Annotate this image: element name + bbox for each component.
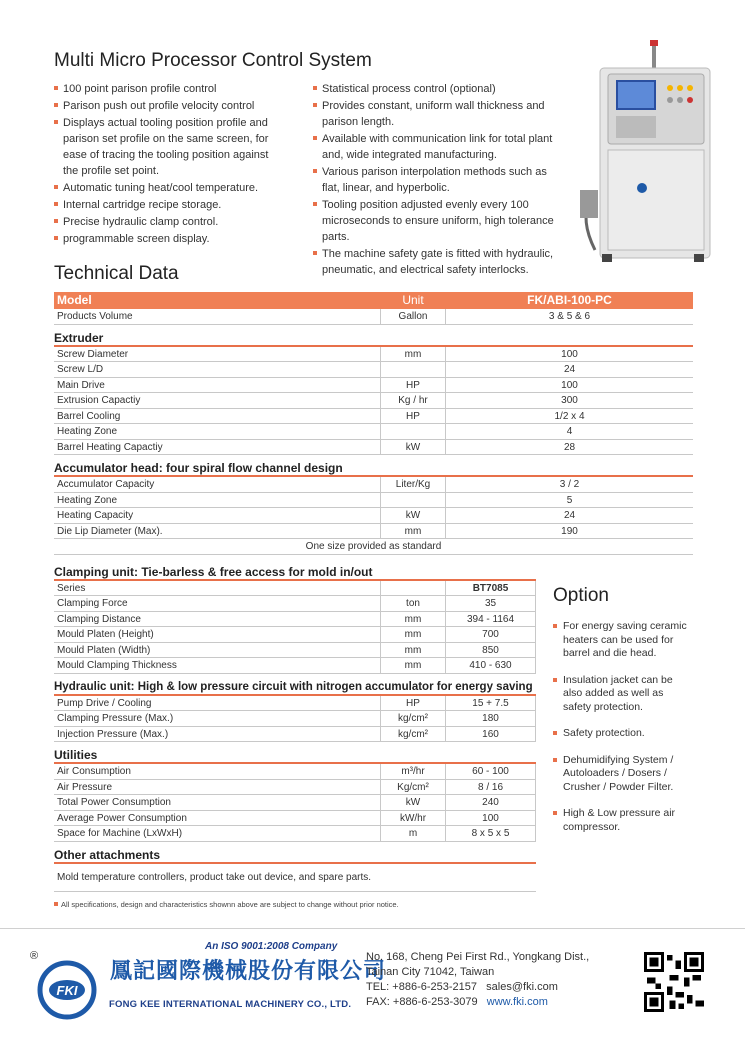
row-unit: kW — [380, 440, 446, 455]
row-name: Extrusion Capactiy — [57, 395, 141, 406]
row-value: 8 x 5 x 5 — [446, 826, 536, 841]
table-row — [54, 493, 693, 509]
row-value: 300 — [561, 395, 578, 406]
row-value: 1/2 x 4 — [554, 410, 585, 422]
table-row — [54, 658, 536, 674]
row-name: Air Pressure — [57, 781, 113, 793]
row-value: 410 - 630 — [446, 658, 536, 673]
qr-code-icon — [644, 952, 704, 1012]
row-unit: Gallon — [380, 309, 446, 324]
row-value: 100 — [561, 379, 578, 391]
company-name-english: FONG KEE INTERNATIONAL MACHINERY CO., LTD. — [109, 999, 352, 1010]
unit-header: Unit — [402, 293, 424, 307]
table-row — [54, 347, 693, 363]
list-item: Tooling position adjusted evenly every 100 microseconds to ensure uniform, high tolerance parts. — [313, 197, 563, 245]
website-link[interactable]: www.fki.com — [486, 996, 548, 1008]
model-value-header: FK/ABI-100-PC — [527, 293, 612, 307]
list-item: Insulation jacket can be also added as well as safety protection. — [553, 674, 693, 715]
disclaimer — [54, 892, 693, 909]
row-value: 394 - 1164 — [446, 612, 536, 627]
row-name: Barrel Heating Capactiy — [57, 441, 163, 453]
row-unit: m — [380, 826, 446, 841]
row-value: 15 + 7.5 — [446, 696, 536, 711]
row-name: Die Lip Diameter (Max). — [57, 525, 163, 537]
list-item: Precise hydraulic clamp control. — [54, 214, 286, 230]
list-item: programmable screen display. — [54, 231, 286, 247]
row-name: Air Consumption — [57, 766, 131, 777]
row-name: Accumulator Capacity — [57, 479, 155, 490]
row-unit: Kg/cm² — [380, 780, 446, 795]
extruder-section-title — [54, 325, 693, 347]
row-value: 100 — [446, 811, 536, 826]
table-row — [54, 811, 536, 827]
row-unit: HP — [380, 409, 446, 424]
table-row — [54, 440, 693, 456]
iso-tagline: An ISO 9001:2008 Company — [205, 941, 338, 952]
list-item: High & Low pressure air compressor. — [553, 807, 693, 834]
list-item: For energy saving ceramic heaters can be used for barrel and die head. — [553, 620, 693, 661]
technical-data-title: Technical Data — [54, 263, 179, 284]
table-row — [54, 596, 536, 612]
row-name: Screw Diameter — [57, 348, 129, 360]
model-header: Model — [57, 293, 92, 307]
fki-logo — [37, 960, 97, 1020]
row-value: 100 — [561, 348, 578, 360]
table-row — [54, 508, 693, 524]
table-row — [54, 643, 536, 659]
list-item: Displays actual tooling position profile and parison set profile on the same screen, for ease of tracing the tooling position against the profile set point. — [54, 115, 286, 179]
row-name: Screw L/D — [57, 364, 104, 375]
clamping-section-title: Clamping unit: Tie-barless & free access for mold in/out — [54, 559, 536, 581]
list-item: Automatic tuning heat/cool temperature. — [54, 180, 286, 196]
row-name: Mould Platen (Height) — [57, 629, 154, 640]
row-unit: m³/hr — [380, 764, 446, 779]
row-name: Barrel Cooling — [57, 410, 121, 422]
utilities-section-title: Utilities — [54, 742, 536, 764]
logo-text: FKI — [56, 983, 78, 998]
row-unit: mm — [380, 627, 446, 642]
list-item: Available with communication link for total plant and, wide integrated manufacturing. — [313, 131, 563, 163]
accumulator-section-title — [54, 455, 693, 477]
row-name: Space for Machine (LxWxH) — [57, 828, 183, 839]
row-value: 28 — [563, 441, 576, 453]
row-name: Clamping Distance — [57, 613, 141, 625]
row-name: Heating Zone — [57, 426, 118, 437]
table-row — [54, 711, 536, 727]
section-title-text: Extruder — [54, 330, 104, 345]
address-line-2: Tainan City 71042, Taiwan — [366, 966, 495, 978]
tel: TEL: +886-6-253-2157 — [366, 981, 477, 993]
row-name: Mould Clamping Thickness — [57, 660, 177, 671]
row-value: 3 / 2 — [559, 479, 580, 490]
row-name: Clamping Force — [57, 598, 128, 609]
row-name: Clamping Pressure (Max.) — [57, 713, 174, 724]
hydraulic-section-title: Hydraulic unit: High & low pressure circuit with nitrogen accumulator for energy saving — [54, 674, 536, 696]
table-row — [54, 524, 693, 540]
table-row — [54, 780, 536, 796]
list-item: Dehumidifying System / Autoloaders / Dosers / Crusher / Powder Filter. — [553, 754, 693, 795]
list-item: Various parison interpolation methods such as flat, linear, and hyperbolic. — [313, 164, 563, 196]
list-item: Parison push out profile velocity control — [54, 98, 286, 114]
row-name: Series — [57, 582, 86, 594]
accumulator-note-row — [54, 539, 693, 555]
features-left-list — [54, 81, 286, 248]
list-item: Statistical process control (optional) — [313, 81, 563, 97]
other-attachments-text: Mold temperature controllers, product take out device, and spare parts. — [54, 864, 536, 892]
row-unit: kW — [380, 795, 446, 810]
row-unit: mm — [380, 524, 446, 539]
table-row — [54, 627, 536, 643]
row-unit: HP — [380, 378, 446, 393]
footer-divider — [0, 928, 745, 929]
table-row — [54, 393, 693, 409]
row-name: Products Volume — [57, 311, 133, 322]
table-row — [54, 309, 693, 325]
row-unit: mm — [380, 612, 446, 627]
table-row — [54, 424, 693, 440]
table-row — [54, 362, 693, 378]
list-item: Provides constant, uniform wall thickness and parison length. — [313, 98, 563, 130]
row-name: Heating Capacity — [57, 510, 134, 521]
row-unit: mm — [380, 643, 446, 658]
row-name: Pump Drive / Cooling — [57, 697, 152, 709]
row-value: 160 — [446, 727, 536, 742]
table-header-row — [54, 292, 693, 309]
address-line-1: No. 168, Cheng Pei First Rd., Yongkang Dist., — [366, 951, 590, 963]
list-item: The machine safety gate is fitted with hydraulic, pneumatic, and electrical safety interlocks. — [313, 246, 563, 278]
control-cabinet-illustration — [560, 40, 745, 270]
row-value: 190 — [561, 525, 578, 537]
contact-block — [366, 950, 589, 1010]
row-value: 60 - 100 — [446, 764, 536, 779]
option-title: Option — [553, 585, 609, 606]
series-value: BT7085 — [446, 581, 536, 596]
row-unit: mm — [380, 658, 446, 673]
row-unit: kW/hr — [380, 811, 446, 826]
row-value: 24 — [563, 364, 576, 375]
company-name-chinese: 鳳記國際機械股份有限公司 — [110, 959, 387, 984]
row-value: 850 — [446, 643, 536, 658]
section-title-text: Accumulator head: four spiral flow channel design — [54, 461, 343, 475]
table-row — [54, 826, 536, 842]
accumulator-note: One size provided as standard — [305, 541, 442, 552]
row-unit — [380, 581, 446, 596]
list-item: Internal cartridge recipe storage. — [54, 197, 286, 213]
fax: FAX: +886-6-253-3079 — [366, 996, 478, 1008]
row-unit: kg/cm² — [380, 727, 446, 742]
registered-mark: ® — [30, 950, 39, 962]
row-unit — [380, 424, 446, 439]
row-value: 8 / 16 — [446, 780, 536, 795]
row-unit: ton — [380, 596, 446, 611]
row-value: 5 — [566, 494, 573, 506]
row-value: 3 & 5 & 6 — [548, 311, 591, 322]
list-item: Safety protection. — [553, 727, 693, 741]
disclaimer-text: All specifications, design and characteristics shownn above are subject to change without prior notice. — [61, 899, 399, 909]
row-unit: HP — [380, 696, 446, 711]
row-unit: Kg / hr — [380, 393, 446, 408]
row-name: Mould Platen (Width) — [57, 644, 151, 656]
features-right-list — [313, 81, 563, 279]
row-value: 4 — [566, 426, 573, 437]
row-name: Heating Zone — [57, 494, 118, 506]
row-unit: mm — [380, 347, 446, 362]
row-value: 35 — [446, 596, 536, 611]
table-row — [54, 696, 536, 712]
table-row — [54, 764, 536, 780]
row-name: Injection Pressure (Max.) — [57, 728, 169, 740]
other-attachments-title: Other attachments — [54, 842, 536, 864]
row-unit: kW — [380, 508, 446, 523]
table-row — [54, 409, 693, 425]
bullet-square-icon — [54, 902, 58, 906]
table-row — [54, 727, 536, 743]
row-name: Main Drive — [57, 379, 105, 391]
option-list — [553, 620, 693, 847]
row-value: 24 — [563, 510, 576, 521]
email-link[interactable]: sales@fki.com — [486, 981, 558, 993]
table-row — [54, 612, 536, 628]
row-value: 700 — [446, 627, 536, 642]
row-value: 240 — [446, 795, 536, 810]
row-unit — [380, 493, 446, 508]
row-unit: Liter/Kg — [380, 477, 446, 492]
list-item: 100 point parison profile control — [54, 81, 286, 97]
series-row — [54, 581, 536, 597]
row-name: Average Power Consumption — [57, 812, 187, 824]
row-unit — [380, 362, 446, 377]
row-unit: kg/cm² — [380, 711, 446, 726]
table-row — [54, 477, 693, 493]
page-title: Multi Micro Processor Control System — [54, 50, 372, 71]
table-row — [54, 795, 536, 811]
table-row — [54, 378, 693, 394]
row-value: 180 — [446, 711, 536, 726]
row-name: Total Power Consumption — [57, 797, 171, 808]
